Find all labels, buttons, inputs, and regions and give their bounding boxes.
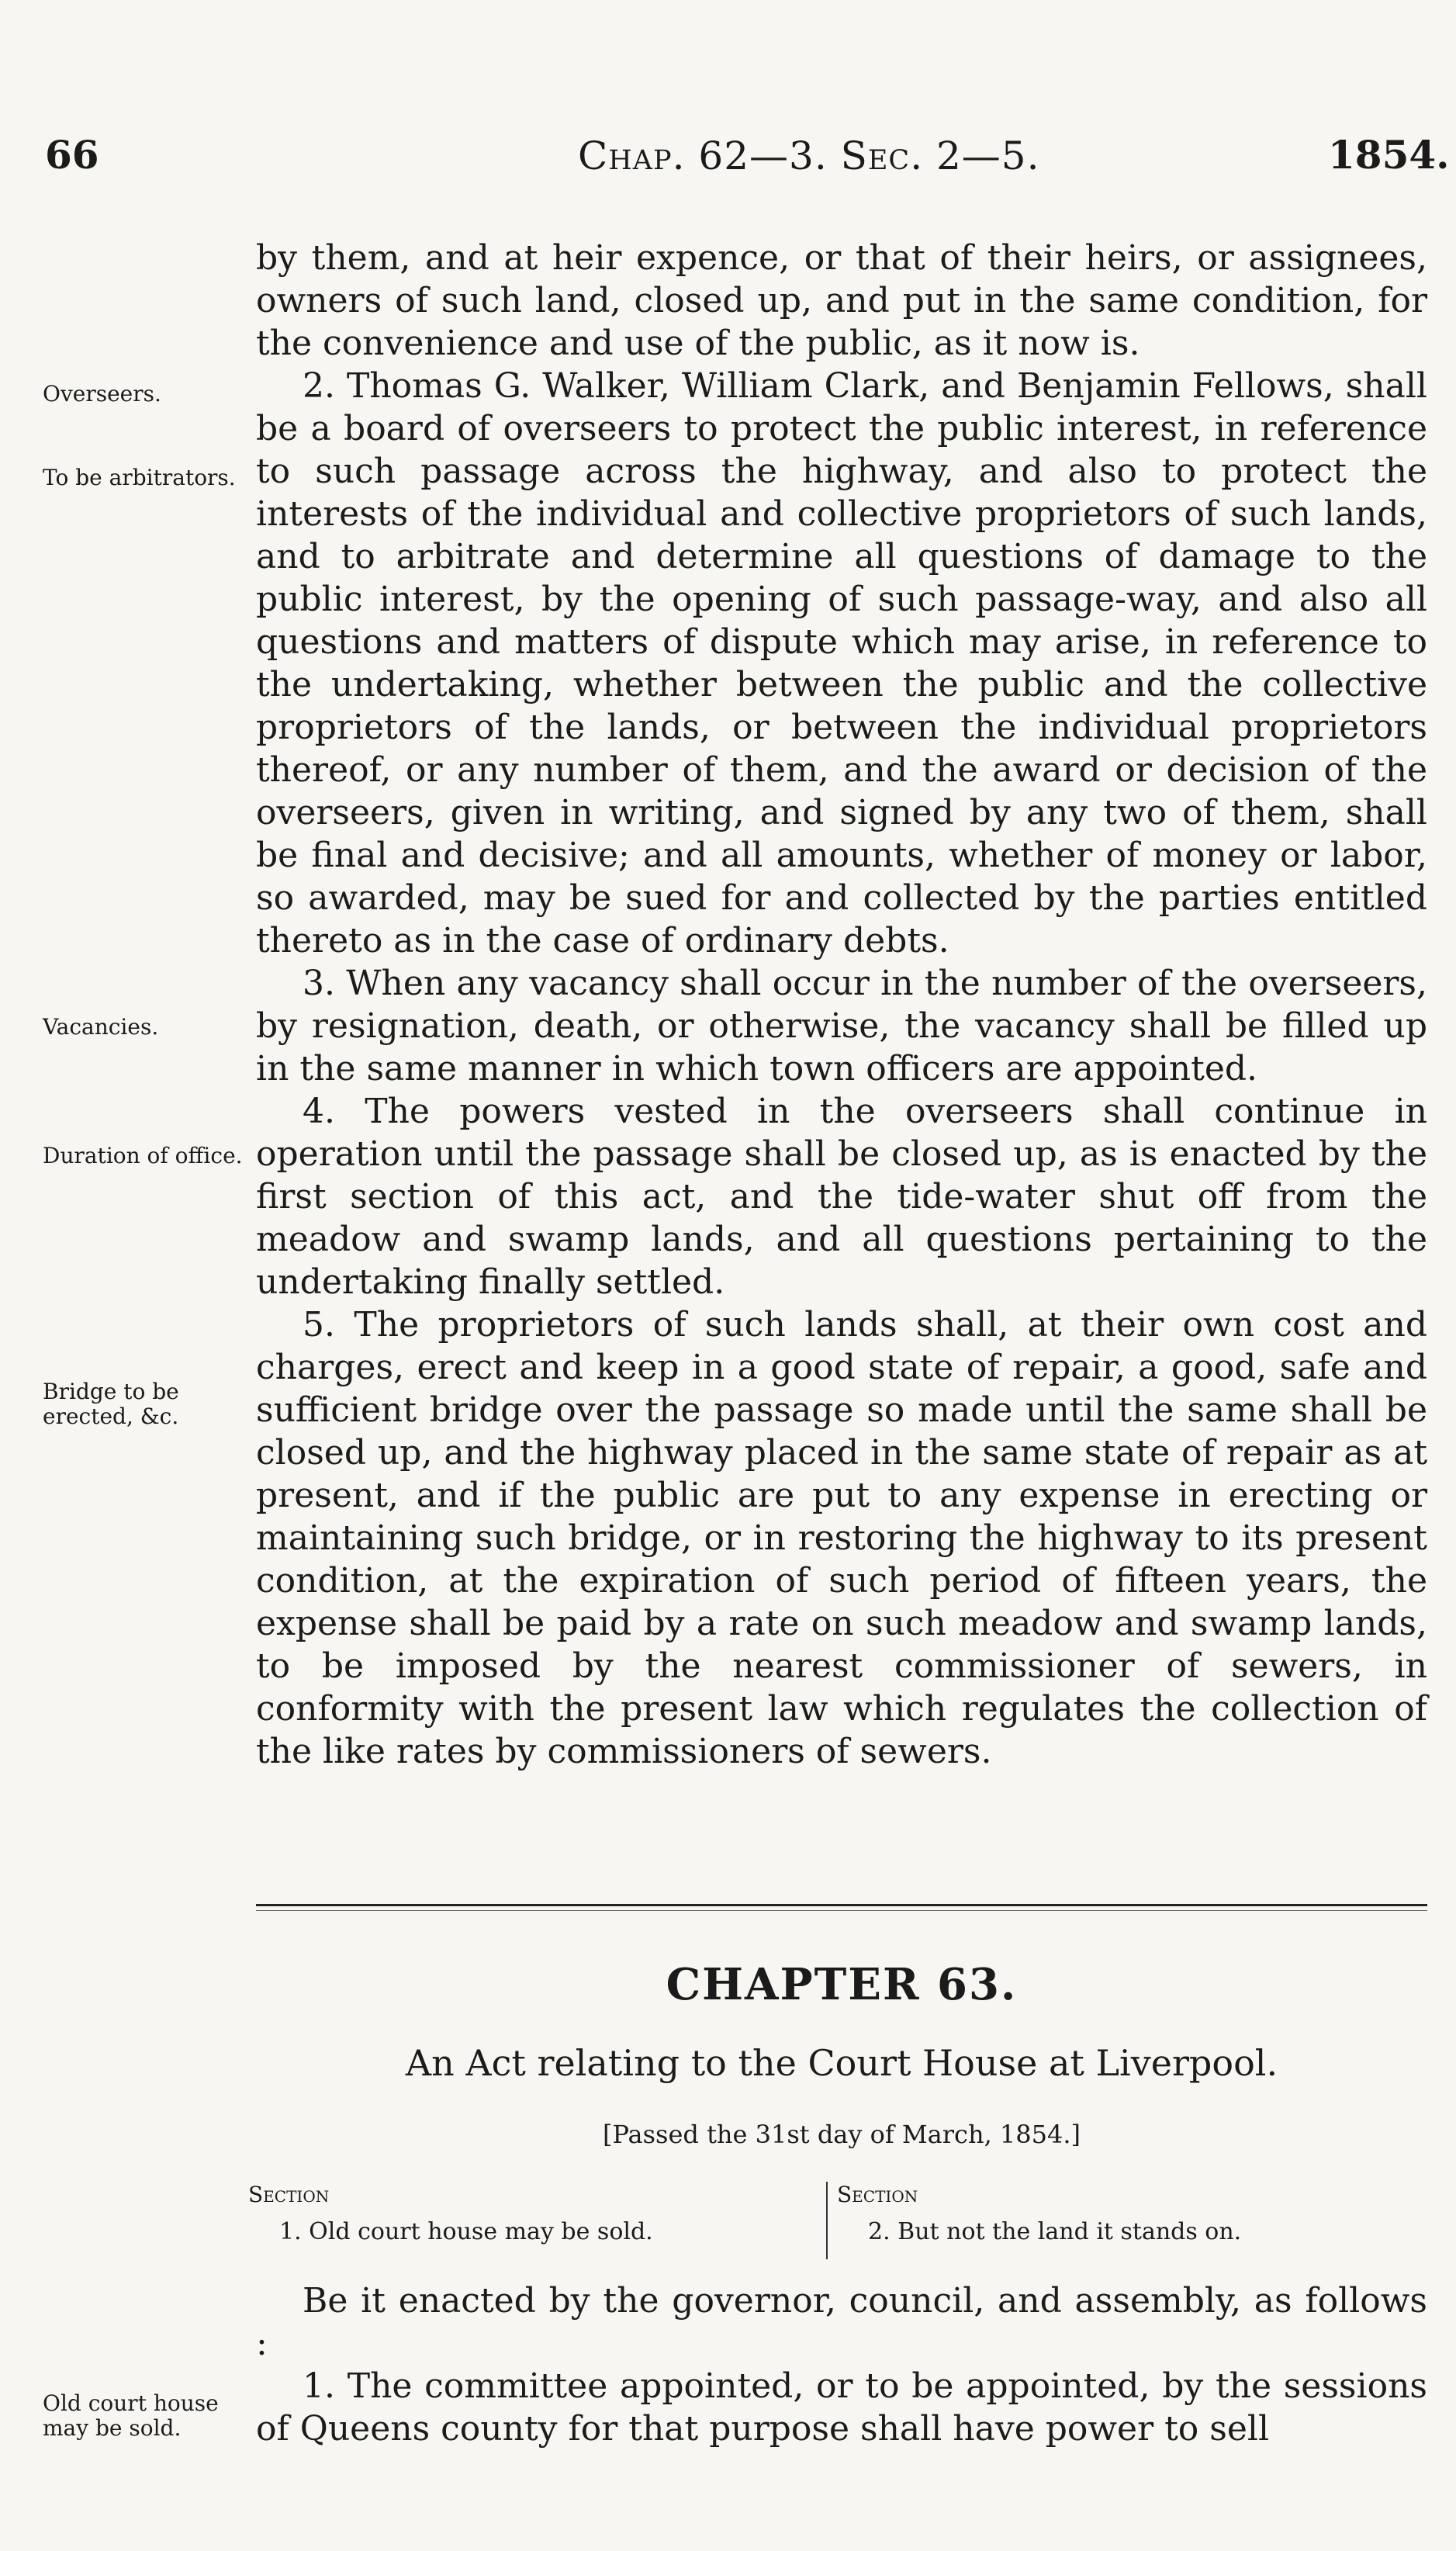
section-heading: Section	[837, 2182, 918, 2207]
section-index-left	[248, 2182, 814, 2245]
section-text: When any vacancy shall occur in the number of the overseers, by resignation, death, or otherwise, the vacancy shall be filled up in the same manner in which town officers are appointed.	[256, 964, 1427, 1089]
margin-note-vacancies: Vacancies.	[43, 1014, 159, 1040]
section-index-text: Old court house may be sold.	[309, 2218, 653, 2245]
section-index-item	[248, 2218, 814, 2245]
section-number: 3.	[303, 964, 335, 1003]
section-index	[248, 2182, 1350, 2267]
running-head-text: Chap. 62—3. Sec. 2—5.	[578, 133, 1040, 178]
enacting-clause: Be it enacted by the governor, council, and assembly, as follows :	[256, 2281, 1427, 2363]
section-number: 2.	[303, 366, 335, 406]
chapter-divider-thin	[256, 1910, 1427, 1911]
margin-note-court-house: Old court house may be sold.	[43, 2390, 219, 2441]
margin-note-overseers: Overseers.	[43, 381, 161, 407]
section-text: The committee appointed, or to be appointed, by the sessions of Queens county for that purpose shall have power to sell	[256, 2366, 1427, 2449]
chapter-title: CHAPTER 63.	[666, 1959, 1018, 2010]
header-year: 1854.	[1328, 132, 1450, 178]
section-heading: Section	[248, 2182, 330, 2207]
chapter-63-text	[256, 2279, 1427, 2450]
passed-date: [Passed the 31st day of March, 1854.]	[602, 2120, 1081, 2149]
margin-note-duration: Duration of office.	[43, 1143, 243, 1168]
chapter-63-section-1	[256, 2365, 1427, 2450]
section-text: Thomas G. Walker, William Clark, and Benjamin Fellows, shall be a board of overseers to protect the public interest, in reference to such passage across the highway, and also to protect the interests of the individual and collective proprietors of such lands, and to arbitrate and determine all questions of damage to the public interest, by the opening of such passage-way, and also all questions and matters of dispute which may arise, in reference to the undertaking, whether between the public and the collective proprietors of the lands, or between the individual proprietors thereof, or any number of them, and the award or decision of the overseers, given in writing, and signed by any two of them, shall be final and decisive; and all amounts, whether of money or labor, so awarded, may be sued for and collected by the parties entitled thereto as in the case of ordinary debts.	[256, 366, 1427, 961]
section-index-num: 1.	[279, 2218, 302, 2245]
act-title: An Act relating to the Court House at Liverpool.	[405, 2042, 1278, 2084]
section-5	[256, 1303, 1427, 1773]
page-number: 66	[45, 132, 99, 178]
chapter-62-text	[256, 237, 1427, 1773]
section-index-num: 2.	[868, 2218, 891, 2245]
section-number: 4.	[303, 1092, 335, 1131]
section-4	[256, 1090, 1427, 1303]
section-text: The proprietors of such lands shall, at their own cost and charges, erect and keep in a good state of repair, a good, safe and sufficient bridge over the passage so made until the same shall be closed up, and the highway placed in the same state of repair as at present, and if the public are put to any expense in erecting or maintaining such bridge, or in restoring the highway to its present condition, at the expiration of such period of fifteen years, the expense shall be paid by a rate on such meadow and swamp lands, to be imposed by the nearest commissioner of sewers, in conformity with the present law which regulates the collection of the like rates by commissioners of sewers.	[256, 1305, 1427, 1771]
margin-note-bridge: Bridge to be erected, &c.	[43, 1379, 179, 1429]
section-number: 1.	[303, 2366, 335, 2406]
section-2	[256, 365, 1427, 962]
section-index-right	[826, 2182, 1364, 2259]
page-header	[0, 132, 1456, 186]
continuation-paragraph: by them, and at heir expence, or that of their heirs, or assignees, owners of such land, closed up, and put in the same condition, for the convenience and use of the public, as it now is.	[256, 238, 1427, 363]
margin-note-arbitrators: To be arbitrators.	[43, 465, 236, 490]
section-index-text: But not the land it stands on.	[897, 2218, 1242, 2245]
chapter-divider	[256, 1904, 1427, 1906]
running-head	[578, 133, 1040, 178]
section-index-item	[837, 2218, 1364, 2245]
section-text: The powers vested in the overseers shall continue in operation until the passage shall be closed up, as is enacted by the first section of this act, and the tide-water shut off from the meadow and swamp lands, and all questions pertaining to the undertaking finally settled.	[256, 1092, 1427, 1302]
section-3	[256, 962, 1427, 1090]
section-number: 5.	[303, 1305, 335, 1345]
